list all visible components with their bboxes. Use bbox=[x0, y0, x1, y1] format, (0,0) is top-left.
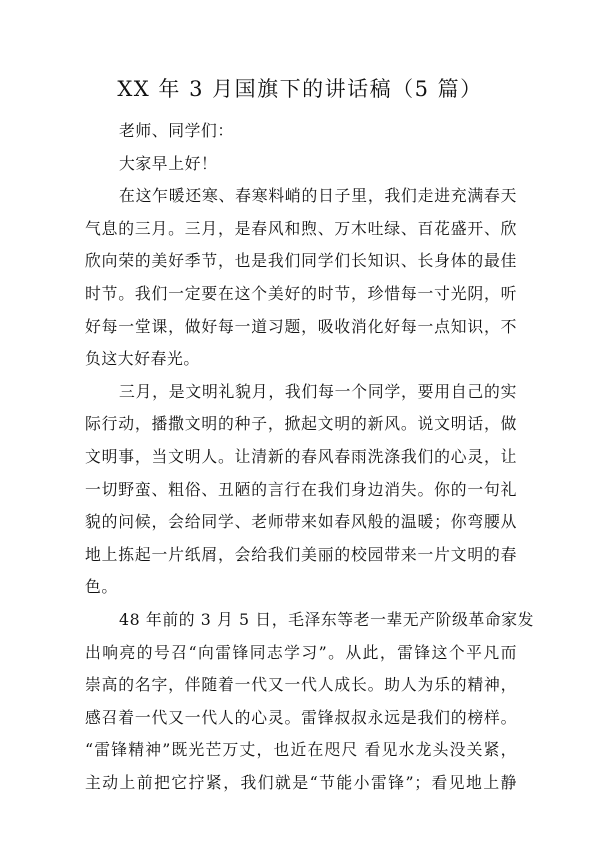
text-line: 主动上前把它拧紧，我们就是“节能小雷锋”；看见地上静 bbox=[85, 772, 517, 792]
text-line: 一切野蛮、粗俗、丑陋的言行在我们身边消失。你的一句礼 bbox=[85, 479, 517, 499]
text-line: 48 年前的 3 月 5 日，毛泽东等老一辈无产阶级革命家发 bbox=[119, 609, 535, 629]
text-line: 貌的问候，会给同学、老师带来如春风般的温暖；你弯腰从 bbox=[85, 512, 517, 532]
text-line: 在这乍暖还寒、春寒料峭的日子里，我们走进充满春天 bbox=[119, 186, 517, 206]
text-line: 老师、同学们： bbox=[119, 121, 234, 140]
text-line: 好每一堂课，做好每一道习题，吸收消化好每一点知识，不 bbox=[85, 316, 517, 336]
text-line: 负这大好春光。 bbox=[85, 349, 200, 369]
text-line: “雷锋精神”既光芒万丈，也近在咫尺 看见水龙头没关紧， bbox=[85, 740, 517, 760]
text-line: 气息的三月。三月，是春风和煦、万木吐绿、百花盛开、欣 bbox=[85, 218, 517, 238]
text-line: 地上拣起一片纸屑，会给我们美丽的校园带来一片文明的春 bbox=[85, 544, 517, 564]
text-line: 时节。我们一定要在这个美好的时节，珍惜每一寸光阴，听 bbox=[85, 283, 517, 303]
text-line: 际行动，播撒文明的种子，掀起文明的新风。说文明话，做 bbox=[85, 414, 517, 434]
text-line: 文明事，当文明人。让清新的春风春雨洗涤我们的心灵，让 bbox=[85, 446, 517, 466]
text-line: 色。 bbox=[85, 577, 118, 597]
text-line: 出响亮的号召“向雷锋同志学习”。从此，雷锋这个平凡而 bbox=[85, 642, 517, 662]
document-body bbox=[85, 115, 535, 799]
text-line: 崇高的名字，伴随着一代又一代人成长。助人为乐的精神， bbox=[85, 675, 517, 695]
text-line: 欣向荣的美好季节，也是我们同学们长知识、长身体的最佳 bbox=[85, 251, 517, 271]
text-line: 大家早上好！ bbox=[119, 153, 218, 173]
document-title: XX 年 3 月国旗下的讲话稿（5 篇） bbox=[117, 77, 483, 101]
text-line: 三月，是文明礼貌月，我们每一个同学，要用自己的实 bbox=[119, 381, 517, 401]
text-line: 感召着一代又一代人的心灵。雷锋叔叔永远是我们的榜样。 bbox=[85, 707, 517, 727]
